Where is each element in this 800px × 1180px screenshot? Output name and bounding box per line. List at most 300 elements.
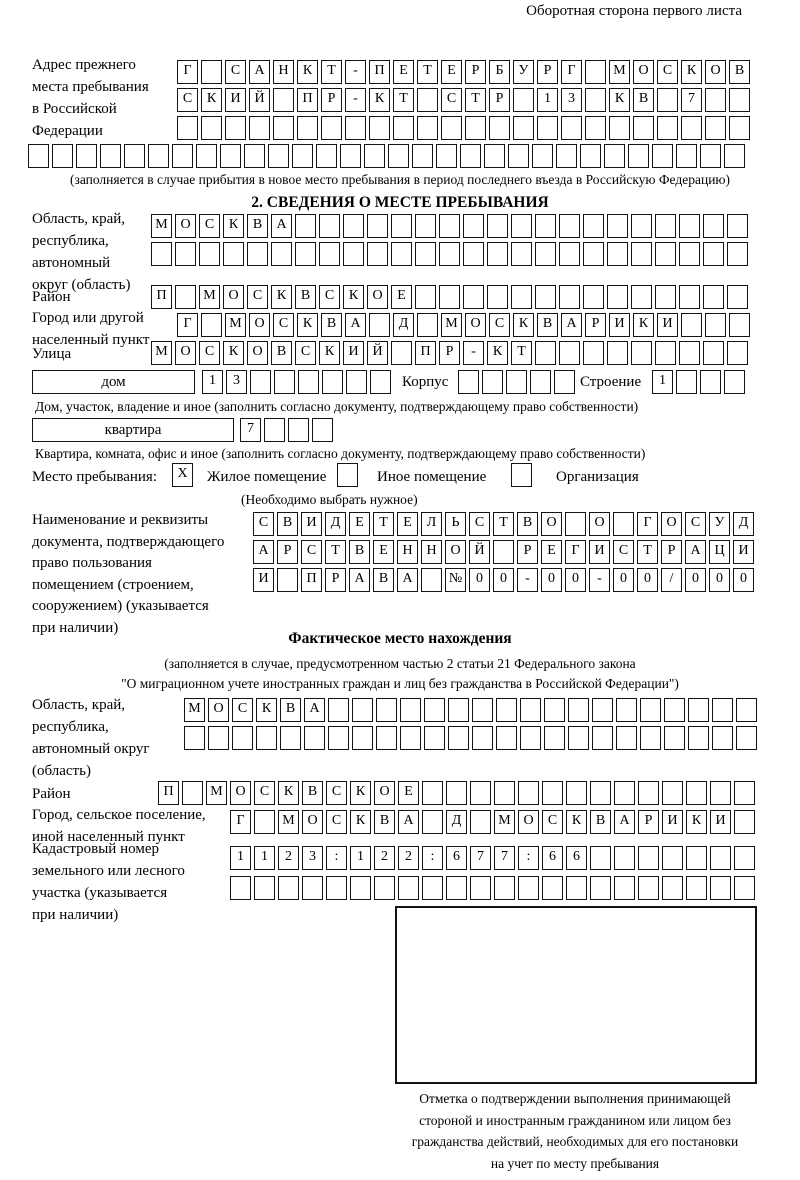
char-box[interactable] xyxy=(676,144,697,168)
char-box[interactable] xyxy=(532,144,553,168)
char-box[interactable] xyxy=(376,698,397,722)
char-box[interactable] xyxy=(302,876,323,900)
char-box[interactable]: 2 xyxy=(374,846,395,870)
char-box[interactable] xyxy=(201,313,222,337)
char-box[interactable]: 1 xyxy=(350,846,371,870)
char-box[interactable]: М xyxy=(441,313,462,337)
char-box[interactable]: Д xyxy=(325,512,346,536)
char-box[interactable]: Г xyxy=(637,512,658,536)
char-box[interactable]: С xyxy=(199,214,220,238)
char-box[interactable] xyxy=(638,781,659,805)
char-box[interactable] xyxy=(583,341,604,365)
char-box[interactable] xyxy=(554,370,575,394)
char-box[interactable] xyxy=(298,370,319,394)
char-box[interactable] xyxy=(542,781,563,805)
char-box[interactable]: Р xyxy=(585,313,606,337)
char-box[interactable] xyxy=(565,512,586,536)
char-box[interactable]: О xyxy=(589,512,610,536)
char-box[interactable]: 0 xyxy=(469,568,490,592)
char-box[interactable]: Е xyxy=(393,60,414,84)
char-box[interactable]: О xyxy=(302,810,323,834)
char-box[interactable] xyxy=(688,698,709,722)
char-box[interactable]: С xyxy=(657,60,678,84)
char-box[interactable] xyxy=(638,876,659,900)
char-box[interactable] xyxy=(535,214,556,238)
char-box[interactable]: Т xyxy=(393,88,414,112)
char-box[interactable]: Т xyxy=(417,60,438,84)
char-box[interactable] xyxy=(633,116,654,140)
char-box[interactable]: 0 xyxy=(613,568,634,592)
char-box[interactable]: Г xyxy=(177,60,198,84)
char-box[interactable]: Е xyxy=(541,540,562,564)
char-box[interactable] xyxy=(470,876,491,900)
char-box[interactable] xyxy=(487,242,508,266)
char-box[interactable] xyxy=(535,242,556,266)
char-box[interactable]: О xyxy=(661,512,682,536)
char-box[interactable] xyxy=(439,214,460,238)
char-box[interactable] xyxy=(559,242,580,266)
char-box[interactable] xyxy=(256,726,277,750)
char-box[interactable]: В xyxy=(277,512,298,536)
char-box[interactable]: : xyxy=(326,846,347,870)
char-box[interactable]: В xyxy=(349,540,370,564)
char-box[interactable] xyxy=(369,116,390,140)
char-box[interactable] xyxy=(520,726,541,750)
char-box[interactable] xyxy=(494,781,515,805)
char-box[interactable]: 0 xyxy=(637,568,658,592)
char-box[interactable]: К xyxy=(278,781,299,805)
char-box[interactable]: Е xyxy=(349,512,370,536)
char-box[interactable] xyxy=(415,285,436,309)
char-box[interactable] xyxy=(422,781,443,805)
char-box[interactable]: А xyxy=(345,313,366,337)
char-box[interactable]: С xyxy=(489,313,510,337)
char-box[interactable]: К xyxy=(350,781,371,805)
char-box[interactable]: К xyxy=(223,214,244,238)
char-box[interactable] xyxy=(280,726,301,750)
char-box[interactable]: 0 xyxy=(709,568,730,592)
char-box[interactable] xyxy=(638,846,659,870)
char-box[interactable] xyxy=(566,876,587,900)
char-box[interactable] xyxy=(729,88,750,112)
char-box[interactable]: А xyxy=(253,540,274,564)
char-box[interactable] xyxy=(316,144,337,168)
char-box[interactable] xyxy=(268,144,289,168)
char-box[interactable] xyxy=(585,116,606,140)
char-box[interactable]: М xyxy=(494,810,515,834)
char-box[interactable] xyxy=(369,313,390,337)
char-box[interactable]: Т xyxy=(321,60,342,84)
char-box[interactable] xyxy=(273,88,294,112)
char-box[interactable] xyxy=(688,726,709,750)
char-box[interactable] xyxy=(208,726,229,750)
char-box[interactable] xyxy=(422,810,443,834)
char-box[interactable]: 1 xyxy=(230,846,251,870)
char-box[interactable] xyxy=(292,144,313,168)
char-box[interactable]: - xyxy=(589,568,610,592)
char-box[interactable]: № xyxy=(445,568,466,592)
char-box[interactable] xyxy=(494,876,515,900)
char-box[interactable] xyxy=(734,810,755,834)
char-box[interactable] xyxy=(175,285,196,309)
char-box[interactable]: В xyxy=(321,313,342,337)
char-box[interactable]: Р xyxy=(325,568,346,592)
char-box[interactable] xyxy=(295,242,316,266)
char-box[interactable]: О xyxy=(633,60,654,84)
char-box[interactable] xyxy=(530,370,551,394)
char-box[interactable]: Е xyxy=(391,285,412,309)
char-box[interactable] xyxy=(590,781,611,805)
char-box[interactable]: К xyxy=(223,341,244,365)
char-box[interactable] xyxy=(343,242,364,266)
char-box[interactable]: Е xyxy=(398,781,419,805)
char-box[interactable] xyxy=(415,214,436,238)
char-box[interactable] xyxy=(585,60,606,84)
char-box[interactable] xyxy=(278,876,299,900)
char-box[interactable] xyxy=(487,285,508,309)
char-box[interactable] xyxy=(616,726,637,750)
char-box[interactable] xyxy=(679,214,700,238)
char-box[interactable] xyxy=(264,418,285,442)
char-box[interactable] xyxy=(607,242,628,266)
char-box[interactable] xyxy=(631,285,652,309)
char-box[interactable]: 6 xyxy=(542,846,563,870)
char-box[interactable] xyxy=(657,116,678,140)
char-box[interactable] xyxy=(439,285,460,309)
char-box[interactable]: П xyxy=(301,568,322,592)
char-box[interactable] xyxy=(604,144,625,168)
char-box[interactable] xyxy=(424,698,445,722)
char-box[interactable] xyxy=(370,370,391,394)
char-box[interactable] xyxy=(417,88,438,112)
char-box[interactable] xyxy=(328,698,349,722)
char-box[interactable] xyxy=(544,726,565,750)
char-box[interactable] xyxy=(506,370,527,394)
char-box[interactable]: Т xyxy=(325,540,346,564)
char-box[interactable] xyxy=(710,781,731,805)
char-box[interactable] xyxy=(681,116,702,140)
char-box[interactable]: И xyxy=(301,512,322,536)
char-box[interactable] xyxy=(705,88,726,112)
char-box[interactable]: - xyxy=(463,341,484,365)
char-box[interactable] xyxy=(628,144,649,168)
char-box[interactable]: В xyxy=(729,60,750,84)
char-box[interactable]: С xyxy=(273,313,294,337)
char-box[interactable]: 7 xyxy=(240,418,261,442)
char-box[interactable] xyxy=(590,876,611,900)
char-box[interactable]: 0 xyxy=(733,568,754,592)
char-box[interactable] xyxy=(679,285,700,309)
char-box[interactable]: С xyxy=(326,810,347,834)
char-box[interactable] xyxy=(681,313,702,337)
char-box[interactable] xyxy=(508,144,529,168)
char-box[interactable] xyxy=(201,60,222,84)
char-box[interactable]: С xyxy=(301,540,322,564)
char-box[interactable]: 3 xyxy=(226,370,247,394)
char-box[interactable] xyxy=(535,341,556,365)
char-box[interactable]: С xyxy=(319,285,340,309)
char-box[interactable] xyxy=(703,341,724,365)
char-box[interactable]: В xyxy=(295,285,316,309)
char-box[interactable] xyxy=(367,214,388,238)
char-box[interactable] xyxy=(417,116,438,140)
char-box[interactable]: М xyxy=(278,810,299,834)
char-box[interactable] xyxy=(712,698,733,722)
char-box[interactable]: Ь xyxy=(445,512,466,536)
char-box[interactable]: К xyxy=(350,810,371,834)
char-box[interactable] xyxy=(184,726,205,750)
char-box[interactable] xyxy=(583,214,604,238)
char-box[interactable]: И xyxy=(609,313,630,337)
char-box[interactable]: К xyxy=(487,341,508,365)
char-box[interactable] xyxy=(460,144,481,168)
char-box[interactable] xyxy=(662,846,683,870)
char-box[interactable]: И xyxy=(733,540,754,564)
char-box[interactable] xyxy=(712,726,733,750)
char-box[interactable]: В xyxy=(537,313,558,337)
char-box[interactable] xyxy=(352,726,373,750)
char-box[interactable] xyxy=(703,285,724,309)
char-box[interactable]: Н xyxy=(397,540,418,564)
char-box[interactable]: О xyxy=(208,698,229,722)
char-box[interactable] xyxy=(655,285,676,309)
char-box[interactable] xyxy=(568,698,589,722)
char-box[interactable]: М xyxy=(225,313,246,337)
char-box[interactable]: У xyxy=(709,512,730,536)
char-box[interactable] xyxy=(470,810,491,834)
char-box[interactable] xyxy=(513,116,534,140)
char-box[interactable] xyxy=(710,876,731,900)
char-box[interactable] xyxy=(705,116,726,140)
char-box[interactable] xyxy=(328,726,349,750)
char-box[interactable] xyxy=(729,116,750,140)
char-box[interactable] xyxy=(664,698,685,722)
char-box[interactable]: И xyxy=(662,810,683,834)
char-box[interactable]: - xyxy=(517,568,538,592)
char-box[interactable] xyxy=(568,726,589,750)
char-box[interactable] xyxy=(561,116,582,140)
char-box[interactable] xyxy=(700,144,721,168)
char-box[interactable] xyxy=(559,214,580,238)
char-box[interactable] xyxy=(686,781,707,805)
char-box[interactable] xyxy=(446,781,467,805)
char-box[interactable] xyxy=(631,341,652,365)
char-box[interactable]: Г xyxy=(565,540,586,564)
char-box[interactable] xyxy=(319,214,340,238)
char-box[interactable] xyxy=(724,144,745,168)
char-box[interactable]: Б xyxy=(489,60,510,84)
char-box[interactable] xyxy=(196,144,217,168)
char-box[interactable]: П xyxy=(158,781,179,805)
char-box[interactable] xyxy=(295,214,316,238)
char-box[interactable] xyxy=(422,876,443,900)
char-box[interactable] xyxy=(655,341,676,365)
char-box[interactable] xyxy=(736,698,757,722)
char-box[interactable]: 1 xyxy=(537,88,558,112)
char-box[interactable]: Й xyxy=(367,341,388,365)
char-box[interactable] xyxy=(424,726,445,750)
char-box[interactable]: В xyxy=(517,512,538,536)
char-box[interactable]: Г xyxy=(561,60,582,84)
char-box[interactable] xyxy=(631,214,652,238)
char-box[interactable] xyxy=(463,214,484,238)
char-box[interactable] xyxy=(463,285,484,309)
char-box[interactable]: - xyxy=(345,60,366,84)
char-box[interactable]: К xyxy=(686,810,707,834)
char-box[interactable]: М xyxy=(151,341,172,365)
char-box[interactable]: Р xyxy=(321,88,342,112)
char-box[interactable] xyxy=(201,116,222,140)
char-box[interactable]: Т xyxy=(511,341,532,365)
char-box[interactable]: 6 xyxy=(566,846,587,870)
char-box[interactable]: К xyxy=(256,698,277,722)
char-box[interactable]: А xyxy=(561,313,582,337)
char-box[interactable]: П xyxy=(297,88,318,112)
char-box[interactable] xyxy=(686,876,707,900)
char-box[interactable] xyxy=(124,144,145,168)
char-box[interactable] xyxy=(76,144,97,168)
char-box[interactable] xyxy=(729,313,750,337)
char-box[interactable] xyxy=(734,876,755,900)
char-box[interactable] xyxy=(446,876,467,900)
char-box[interactable] xyxy=(254,876,275,900)
char-box[interactable] xyxy=(727,242,748,266)
char-box[interactable]: А xyxy=(685,540,706,564)
checkbox-other-premises[interactable] xyxy=(337,463,358,487)
char-box[interactable]: 6 xyxy=(446,846,467,870)
char-box[interactable]: М xyxy=(609,60,630,84)
char-box[interactable] xyxy=(472,698,493,722)
char-box[interactable] xyxy=(613,512,634,536)
char-box[interactable] xyxy=(616,698,637,722)
char-box[interactable] xyxy=(727,341,748,365)
char-box[interactable] xyxy=(614,876,635,900)
char-box[interactable] xyxy=(439,242,460,266)
char-box[interactable]: И xyxy=(710,810,731,834)
char-box[interactable]: С xyxy=(613,540,634,564)
char-box[interactable]: Т xyxy=(373,512,394,536)
char-box[interactable] xyxy=(415,242,436,266)
char-box[interactable]: С xyxy=(225,60,246,84)
char-box[interactable] xyxy=(465,116,486,140)
char-box[interactable] xyxy=(220,144,241,168)
char-box[interactable] xyxy=(652,144,673,168)
char-box[interactable]: И xyxy=(589,540,610,564)
char-box[interactable]: Ц xyxy=(709,540,730,564)
char-box[interactable]: В xyxy=(280,698,301,722)
char-box[interactable] xyxy=(393,116,414,140)
char-box[interactable]: В xyxy=(374,810,395,834)
char-box[interactable]: П xyxy=(369,60,390,84)
char-box[interactable] xyxy=(343,214,364,238)
char-box[interactable]: К xyxy=(369,88,390,112)
char-box[interactable]: В xyxy=(271,341,292,365)
char-box[interactable] xyxy=(297,116,318,140)
char-box[interactable] xyxy=(151,242,172,266)
char-box[interactable] xyxy=(388,144,409,168)
char-box[interactable] xyxy=(448,726,469,750)
char-box[interactable]: С xyxy=(295,341,316,365)
char-box[interactable]: Д xyxy=(393,313,414,337)
char-box[interactable]: М xyxy=(184,698,205,722)
char-box[interactable]: Г xyxy=(230,810,251,834)
char-box[interactable]: Е xyxy=(373,540,394,564)
char-box[interactable]: Е xyxy=(397,512,418,536)
char-box[interactable] xyxy=(496,726,517,750)
char-box[interactable]: О xyxy=(705,60,726,84)
char-box[interactable] xyxy=(655,242,676,266)
char-box[interactable]: 3 xyxy=(302,846,323,870)
char-box[interactable] xyxy=(391,242,412,266)
char-box[interactable] xyxy=(513,88,534,112)
char-box[interactable]: 3 xyxy=(561,88,582,112)
char-box[interactable]: С xyxy=(254,781,275,805)
char-box[interactable]: К xyxy=(513,313,534,337)
char-box[interactable] xyxy=(631,242,652,266)
char-box[interactable]: И xyxy=(225,88,246,112)
char-box[interactable]: С xyxy=(247,285,268,309)
char-box[interactable]: П xyxy=(415,341,436,365)
char-box[interactable] xyxy=(448,698,469,722)
char-box[interactable] xyxy=(247,242,268,266)
char-box[interactable] xyxy=(583,285,604,309)
char-box[interactable] xyxy=(542,876,563,900)
char-box[interactable] xyxy=(559,285,580,309)
char-box[interactable] xyxy=(640,698,661,722)
char-box[interactable] xyxy=(400,698,421,722)
char-box[interactable] xyxy=(346,370,367,394)
char-box[interactable]: О xyxy=(175,214,196,238)
char-box[interactable]: С xyxy=(469,512,490,536)
char-box[interactable]: Й xyxy=(469,540,490,564)
char-box[interactable]: 7 xyxy=(470,846,491,870)
char-box[interactable] xyxy=(607,285,628,309)
checkbox-residential[interactable]: X xyxy=(172,463,193,487)
char-box[interactable]: А xyxy=(349,568,370,592)
char-box[interactable] xyxy=(676,370,697,394)
char-box[interactable] xyxy=(607,341,628,365)
char-box[interactable]: 1 xyxy=(652,370,673,394)
char-box[interactable] xyxy=(566,781,587,805)
char-box[interactable]: О xyxy=(374,781,395,805)
char-box[interactable]: О xyxy=(249,313,270,337)
char-box[interactable]: И xyxy=(657,313,678,337)
char-box[interactable]: 1 xyxy=(202,370,223,394)
char-box[interactable] xyxy=(727,214,748,238)
char-box[interactable]: К xyxy=(201,88,222,112)
char-box[interactable] xyxy=(274,370,295,394)
char-box[interactable]: К xyxy=(566,810,587,834)
char-box[interactable] xyxy=(496,698,517,722)
char-box[interactable]: 0 xyxy=(493,568,514,592)
char-box[interactable] xyxy=(458,370,479,394)
char-box[interactable]: С xyxy=(326,781,347,805)
char-box[interactable] xyxy=(223,242,244,266)
char-box[interactable] xyxy=(28,144,49,168)
char-box[interactable] xyxy=(367,242,388,266)
char-box[interactable]: С xyxy=(542,810,563,834)
char-box[interactable] xyxy=(304,726,325,750)
char-box[interactable]: С xyxy=(253,512,274,536)
char-box[interactable] xyxy=(511,214,532,238)
char-box[interactable] xyxy=(511,285,532,309)
char-box[interactable]: К xyxy=(319,341,340,365)
char-box[interactable] xyxy=(585,88,606,112)
char-box[interactable] xyxy=(232,726,253,750)
char-box[interactable] xyxy=(657,88,678,112)
char-box[interactable]: Й xyxy=(249,88,270,112)
char-box[interactable] xyxy=(482,370,503,394)
